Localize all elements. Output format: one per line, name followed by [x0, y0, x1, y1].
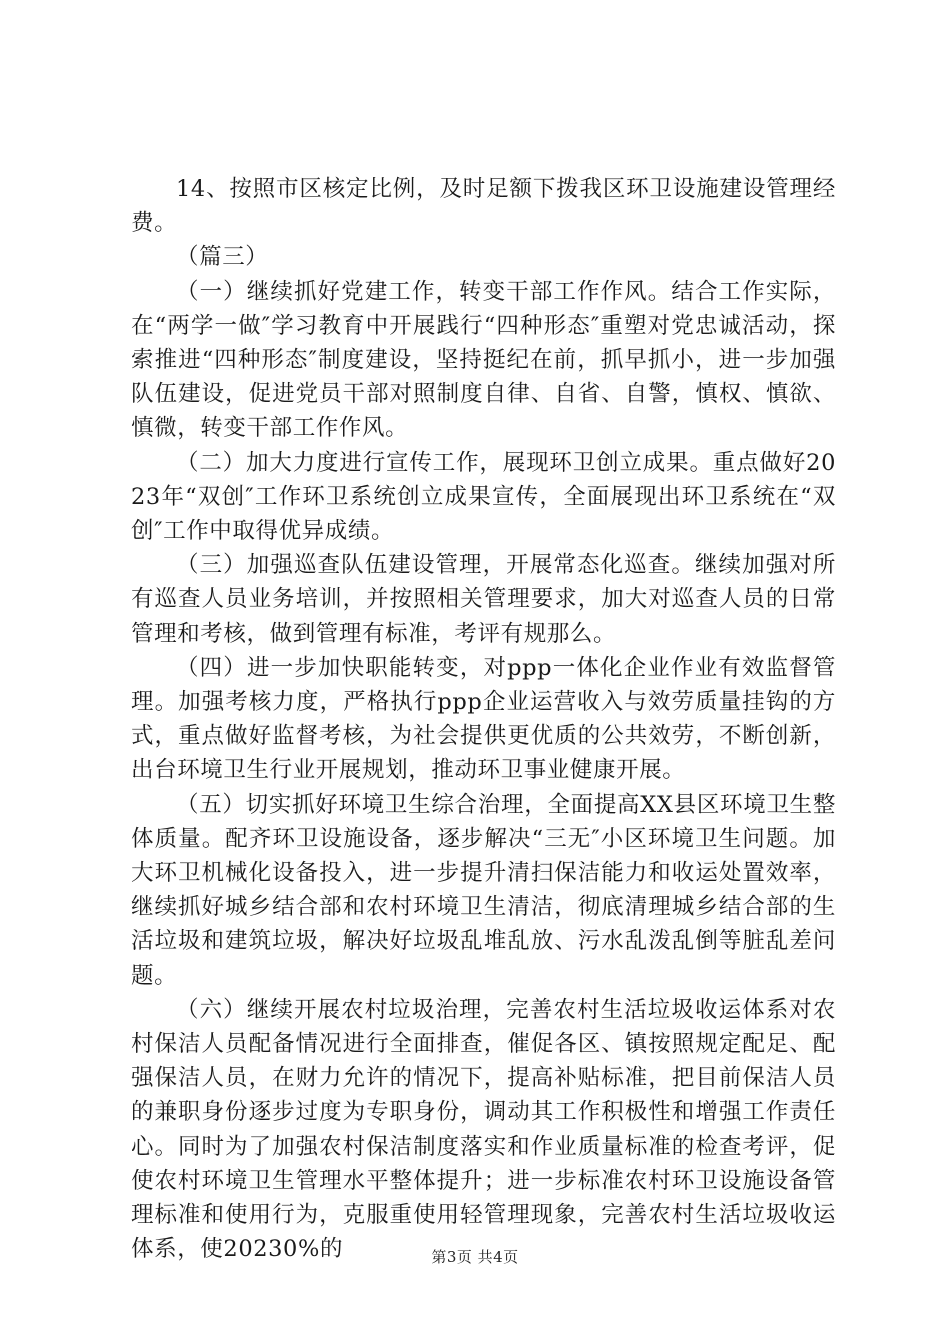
paragraph-rural-garbage: （六）继续开展农村垃圾治理，完善农村生活垃圾收运体系对农村保洁人员配备情况进行全面排查，催促各区、镇按照规定配足、配强保洁人员，在财力允许的情况下，提高补贴标准，把目前保洁人员的兼职身份逐步过度为专职身份，调动其工作积极性和增强工作责任心。同时为了加强农村保洁制度落实和作业质量标准的检查考评，促使农村环境卫生管理水平整体提升；进一步标准农村环卫设施设备管理标准和使用行为，克服重使用轻管理现象，完善农村生活垃圾收运体系，使20230%的	[131, 996, 836, 1263]
paragraph-publicity: （二）加大力度进行宣传工作，展现环卫创立成果。重点做好2023年“双创″工作环卫系统创立成果宣传，全面展现出环卫系统在“双创″工作中取得优异成绩。	[131, 449, 836, 545]
paragraph-inspection-team: （三）加强巡查队伍建设管理，开展常态化巡查。继续加强对所有巡查人员业务培训，并按照相关管理要求，加大对巡查人员的日常管理和考核，做到管理有标准，考评有规那么。	[131, 552, 836, 647]
paragraph-item-14: 14、按照市区核定比例，及时足额下拨我区环卫设施建设管理经费。	[131, 176, 836, 237]
paragraph-sanitation-governance: （五）切实抓好环境卫生综合治理，全面提高XX县区环境卫生整体质量。配齐环卫设施设备，逐步解决“三无″小区环境卫生问题。加大环卫机械化设备投入，进一步提升清扫保洁能力和收运处置效率，继续抓好城乡结合部和农村环境卫生清洁，彻底清理城乡结合部的生活垃圾和建筑垃圾，解决好垃圾乱堆乱放、污水乱泼乱倒等脏乱差问题。	[131, 791, 836, 989]
section-heading-part-three: （篇三）	[176, 244, 269, 271]
page-number-footer: 第3页 共4页	[431, 1248, 519, 1266]
document-body	[131, 172, 836, 1267]
paragraph-ppp-supervision: （四）进一步加快职能转变，对ppp一体化企业作业有效监督管理。加强考核力度，严格执行ppp企业运营收入与效劳质量挂钩的方式，重点做好监督考核，为社会提供更优质的公共效劳，不断创新，出台环境卫生行业开展规划，推动环卫事业健康开展。	[131, 654, 836, 784]
paragraph-party-building: （一）继续抓好党建工作，转变干部工作作风。结合工作实际，在“两学一做″学习教育中开展践行“四种形态″重塑对党忠诚活动，探索推进“四种形态″制度建设，坚持挺纪在前，抓早抓小，进一步加强队伍建设，促进党员干部对照制度自律、自省、自警，慎权、慎欲、慎微，转变干部工作作风。	[131, 278, 836, 442]
